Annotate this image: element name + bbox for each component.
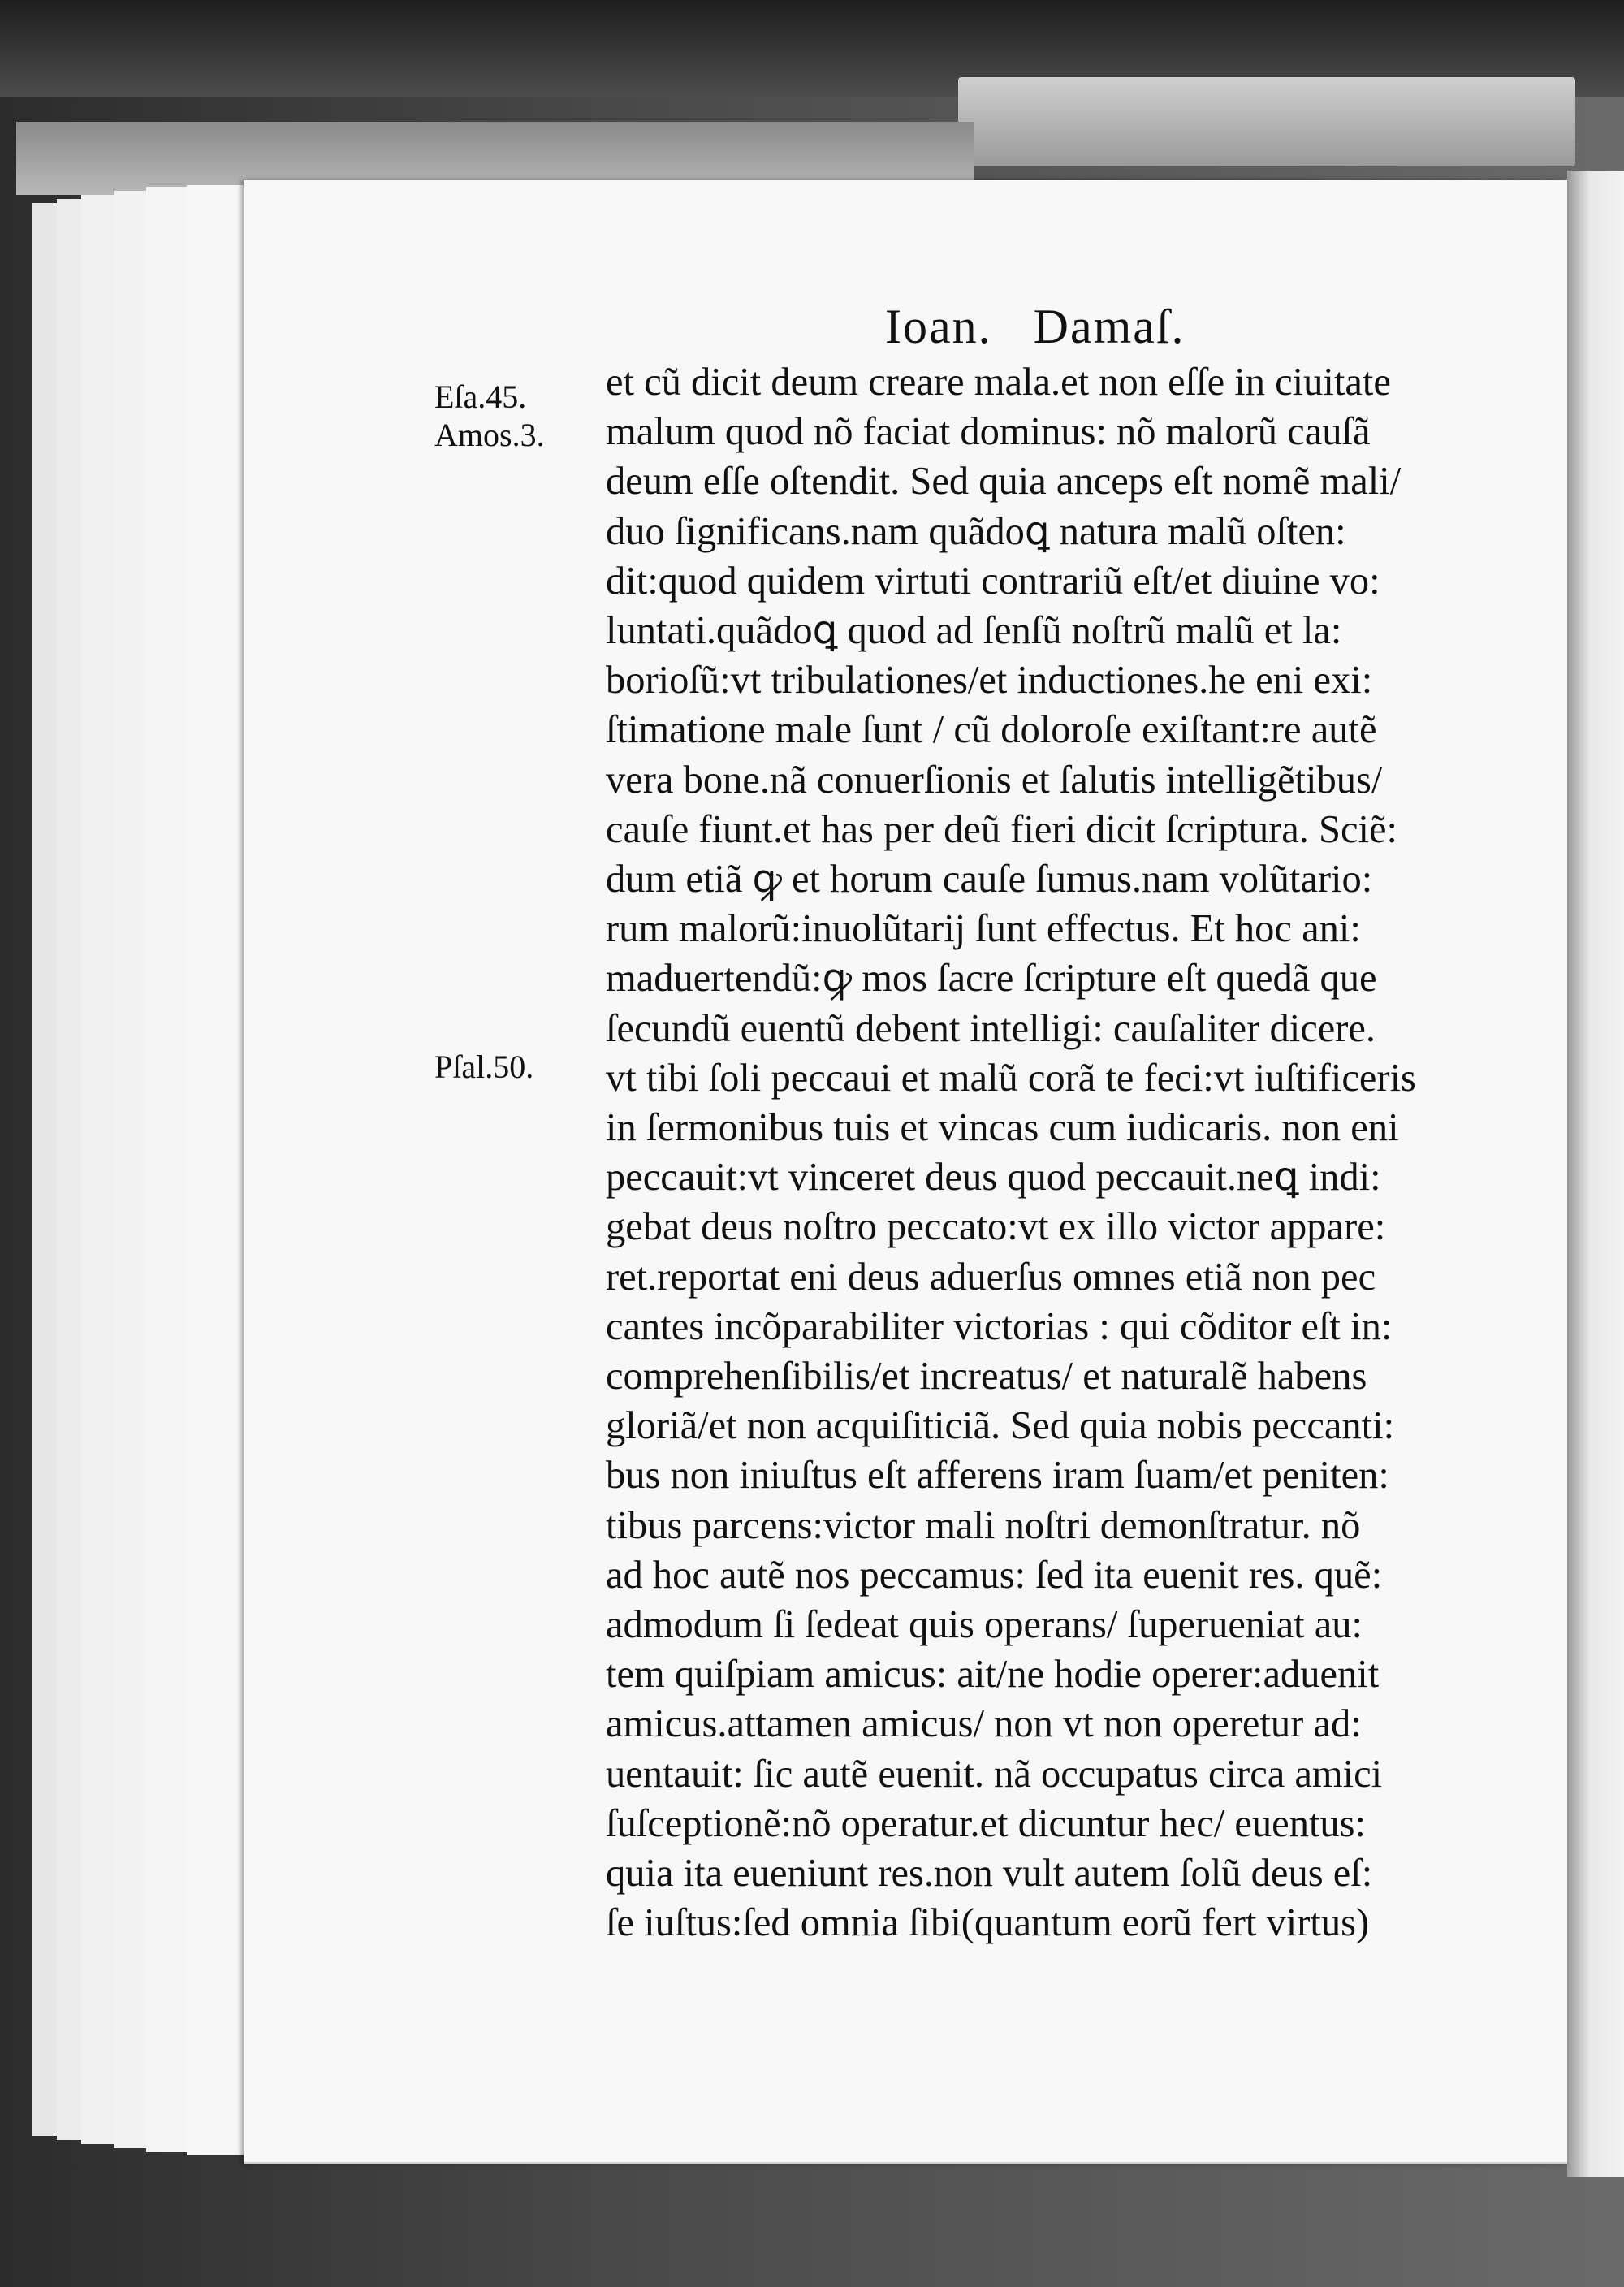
text-line: tem quiſpiam amicus: ait/ne hodie operer:aduenit xyxy=(606,1653,1380,1697)
text-line: ſe iuſtus:ſed omnia ſibi(quantum eorũ fert virtus) xyxy=(606,1901,1370,1945)
text-line: dum etiã ꝙ et horum cauſe ſumus.nam volũtario: xyxy=(606,858,1373,901)
text-line: tibus parcens:victor mali noſtri demonſtratur. nõ xyxy=(606,1503,1361,1547)
text-line: malum quod nõ faciat dominus: nõ malorũ cauſã xyxy=(606,410,1371,454)
text-line: dit:quod quidem virtuti contrariũ eſt/et diuine vo: xyxy=(606,559,1380,603)
text-line: comprehenſibilis/et increatus/ et naturalẽ habens xyxy=(606,1355,1367,1399)
text-line: vera bone.nã conuerſionis et ſalutis intelligẽtibus/ xyxy=(606,758,1383,802)
text-line: peccauit:vt vinceret deus quod peccauit.neꝗ indi: xyxy=(606,1156,1381,1200)
text-line: maduertendũ:ꝙ mos ſacre ſcripture eſt quedã que xyxy=(606,957,1377,1001)
body-text xyxy=(606,357,1491,1948)
text-line: luntati.quãdoꝗ quod ad ſenſũ noſtrũ malũ et la: xyxy=(606,609,1342,653)
text-line: gloriã/et non acquiſiticiã. Sed quia nobis peccanti: xyxy=(606,1404,1395,1448)
text-line: rum malorũ:inuolũtarij ſunt effectus. Et hoc ani: xyxy=(606,907,1361,951)
text-line: deum eſſe oſtendit. Sed quia anceps eſt nomẽ mali/ xyxy=(606,460,1402,504)
text-line: et cũ dicit deum creare mala.et non eſſe in ciuitate xyxy=(606,361,1391,404)
margin-note: Eſa.45. xyxy=(434,378,527,415)
text-line: uentauit: ſic autẽ euenit. nã occupatus circa amici xyxy=(606,1752,1383,1796)
text-line: ſtimatione male ſunt / cũ doloroſe exiſtant:re autẽ xyxy=(606,708,1377,752)
text-line: admodum ſi ſedeat quis operans/ ſuperueniat au: xyxy=(606,1603,1363,1647)
text-line: ad hoc autẽ nos peccamus: ſed ita euenit res. quẽ: xyxy=(606,1553,1383,1597)
margin-note: Amos.3. xyxy=(434,417,545,453)
text-line: ſecundũ euentũ debent intelligi: cauſaliter dicere. xyxy=(606,1006,1376,1050)
text-line: ſuſceptionẽ:nõ operatur.et dicuntur hec/ euentus: xyxy=(606,1801,1367,1845)
text-line: amicus.attamen amicus/ non vt non operetur ad: xyxy=(606,1702,1362,1746)
margin-note: Pſal.50. xyxy=(434,1048,534,1085)
facing-page-edge xyxy=(1567,171,1624,2177)
text-line: in ſermonibus tuis et vincas cum iudicaris. non eni xyxy=(606,1106,1399,1150)
text-line: cauſe fiunt.et has per deũ fieri dicit ſcriptura. Sciẽ: xyxy=(606,807,1397,851)
text-line: quia ita eueniunt res.non vult autem ſolũ deus eſ: xyxy=(606,1852,1373,1896)
text-line: cantes incõparabiliter victorias : qui cõditor eſt in: xyxy=(606,1304,1393,1348)
text-line: vt tibi ſoli peccaui et malũ corã te feci:vt iuſtificeris xyxy=(606,1056,1416,1100)
text-line: bus non iniuſtus eſt afferens iram ſuam/et peniten: xyxy=(606,1454,1389,1498)
text-line: duo ſignificans.nam quãdoꝗ natura malũ oſten: xyxy=(606,509,1346,553)
text-line: borioſũ:vt tribulationes/et inductiones.he eni exi: xyxy=(606,659,1373,703)
running-head: Ioan. Damaſ. xyxy=(885,300,1186,353)
text-line: gebat deus noſtro peccato:vt ex illo victor appare: xyxy=(606,1205,1386,1249)
text-line: ret.reportat eni deus aduerſus omnes etiã non pec xyxy=(606,1255,1376,1299)
facing-leaf-edge xyxy=(958,77,1575,166)
